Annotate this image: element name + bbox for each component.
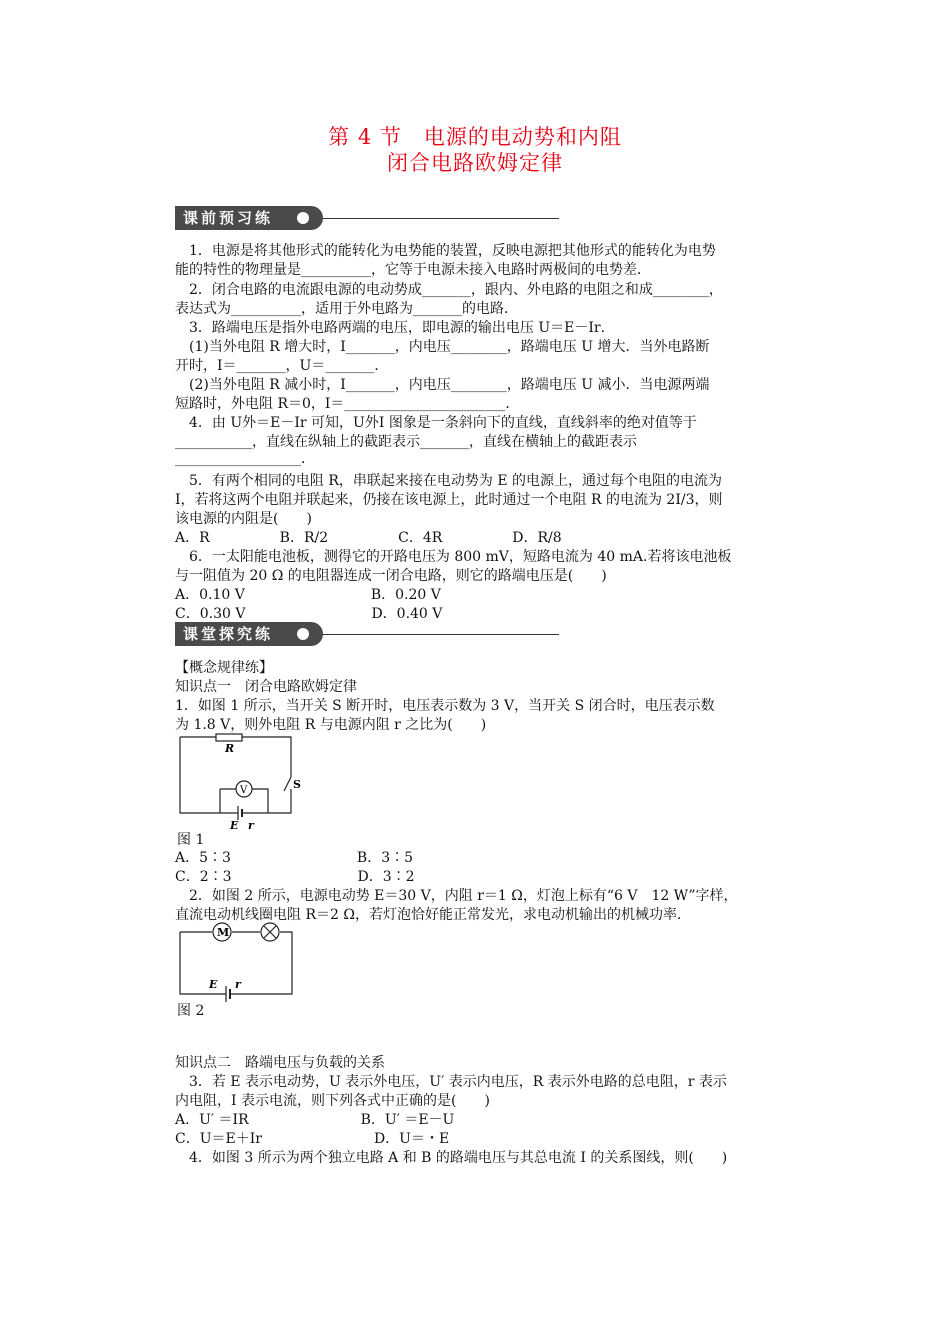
text-line: 2．闭合电路的电流跟电源的电动势成_______，跟内、外电路的电阻之和成________， (175, 282, 723, 298)
figure-2-circuit (176, 922, 296, 1000)
section-label: 课前预习练 (175, 206, 323, 230)
options-line: C．0.30 V D．0.40 V (175, 606, 443, 622)
text-line: 5．有两个相同的电阻 R，串联起来接在电动势为 E 的电源上，通过每个电阻的电流为 (175, 473, 723, 489)
knowledge-point: 知识点一 闭合电路欧姆定律 (175, 679, 357, 695)
circle-icon (297, 628, 309, 640)
fig1-label-S: S (293, 778, 301, 791)
knowledge-point: 知识点二 路端电压与负载的关系 (175, 1055, 385, 1071)
text-line: ___________，直线在纵轴上的截距表示_______，直线在横轴上的截距表示 (175, 434, 637, 450)
section-banner-classroom (175, 622, 560, 648)
text-line: 开时，I＝_______，U＝_______． (175, 358, 389, 374)
text-line: 4．由 U外＝E－Ir 可知，U外I 图象是一条斜向下的直线，直线斜率的绝对值等于 (175, 415, 697, 431)
fig1-label-R: R (225, 742, 235, 755)
options-line: A．R B．R/2 C．4R D．R/8 (175, 530, 562, 546)
text-line: I，若将这两个电阻并联起来，仍接在该电源上，此时通过一个电阻 R 的电流为 2I/3，则 (175, 492, 723, 508)
options-line: A．U′ ＝IR B．U′ ＝E－U (175, 1112, 455, 1128)
options-line: C．U＝E＋Ir D．U＝・E (175, 1131, 450, 1147)
text-line: 3．若 E 表示电动势，U 表示外电压，U′ 表示内电压，R 表示外电路的总电阻，r 表示 (175, 1074, 727, 1090)
page-title-line2: 闭合电路欧姆定律 (387, 151, 563, 175)
figure-2-caption: 图 2 (177, 1003, 205, 1019)
fig1-label-V: V (240, 785, 248, 796)
options-line: A．0.10 V B．0.20 V (175, 587, 441, 603)
divider (323, 634, 559, 635)
text-line: 直流电动机线圈电阻 R＝2 Ω，若灯泡恰好能正常发光，求电动机输出的机械功率． (175, 907, 691, 923)
fig1-label-E: E (230, 819, 239, 832)
text-line: __________________． (175, 451, 315, 467)
text-line: 表达式为__________，适用于外电路为_______的电路． (175, 301, 518, 317)
text-line: 3．路端电压是指外电路两端的电压，即电源的输出电压 U＝E－Ir． (175, 320, 615, 336)
text-line: 与一阻值为 20 Ω 的电阻器连成一闭合电路，则它的路端电压是( ) (175, 568, 607, 584)
text-line: 该电源的内阻是( ) (175, 511, 312, 527)
page-title-line1: 第 4 节 电源的电动势和内阻 (328, 125, 622, 149)
text-line: 6．一太阳能电池板，测得它的开路电压为 800 mV，短路电流为 40 mA.若将该电池板 (175, 549, 732, 565)
text-line: 短路时，外电阻 R＝0，I＝_______________________． (175, 396, 520, 412)
divider (323, 218, 559, 219)
section-banner-preview (175, 206, 560, 232)
section-label: 课堂探究练 (175, 622, 323, 646)
text-line: (1)当外电阻 R 增大时，I_______，内电压________，路端电压 U 增大．当外电路断 (175, 339, 710, 355)
text-line: 能的特性的物理量是__________，它等于电源未接入电路时两极间的电势差． (175, 262, 651, 278)
figure-1-circuit (176, 733, 301, 832)
text-line: 4．如图 3 所示为两个独立电路 A 和 B 的路端电压与其总电流 I 的关系图线，则( ) (175, 1150, 728, 1166)
options-line: A．5∶3 B．3∶5 (175, 850, 414, 866)
circle-icon (297, 212, 309, 224)
figure-1-caption: 图 1 (177, 832, 205, 848)
text-line: 内电阻，I 表示电流，则下列各式中正确的是( ) (175, 1093, 490, 1109)
options-line: C．2∶3 D．3∶2 (175, 869, 415, 885)
text-line: 1．如图 1 所示，当开关 S 断开时，电压表示数为 3 V，当开关 S 闭合时，电压表示数 (175, 698, 715, 714)
fig2-label-r: r (235, 978, 241, 991)
fig2-label-M: M (217, 926, 230, 939)
text-line: (2)当外电阻 R 减小时，I_______，内电压________，路端电压 U 减小．当电源两端 (175, 377, 710, 393)
fig2-label-E: E (209, 978, 218, 991)
text-line: 2．如图 2 所示，电源电动势 E＝30 V，内阻 r＝1 Ω，灯泡上标有“6 V 12 W”字样， (175, 888, 738, 904)
text-line: 1．电源是将其他形式的能转化为电势能的装置，反映电源把其他形式的能转化为电势 (175, 243, 716, 259)
fig1-label-r: r (248, 819, 254, 832)
text-line: 为 1.8 V，则外电阻 R 与电源内阻 r 之比为( ) (175, 717, 487, 733)
subheading: 【概念规律练】 (175, 660, 273, 676)
